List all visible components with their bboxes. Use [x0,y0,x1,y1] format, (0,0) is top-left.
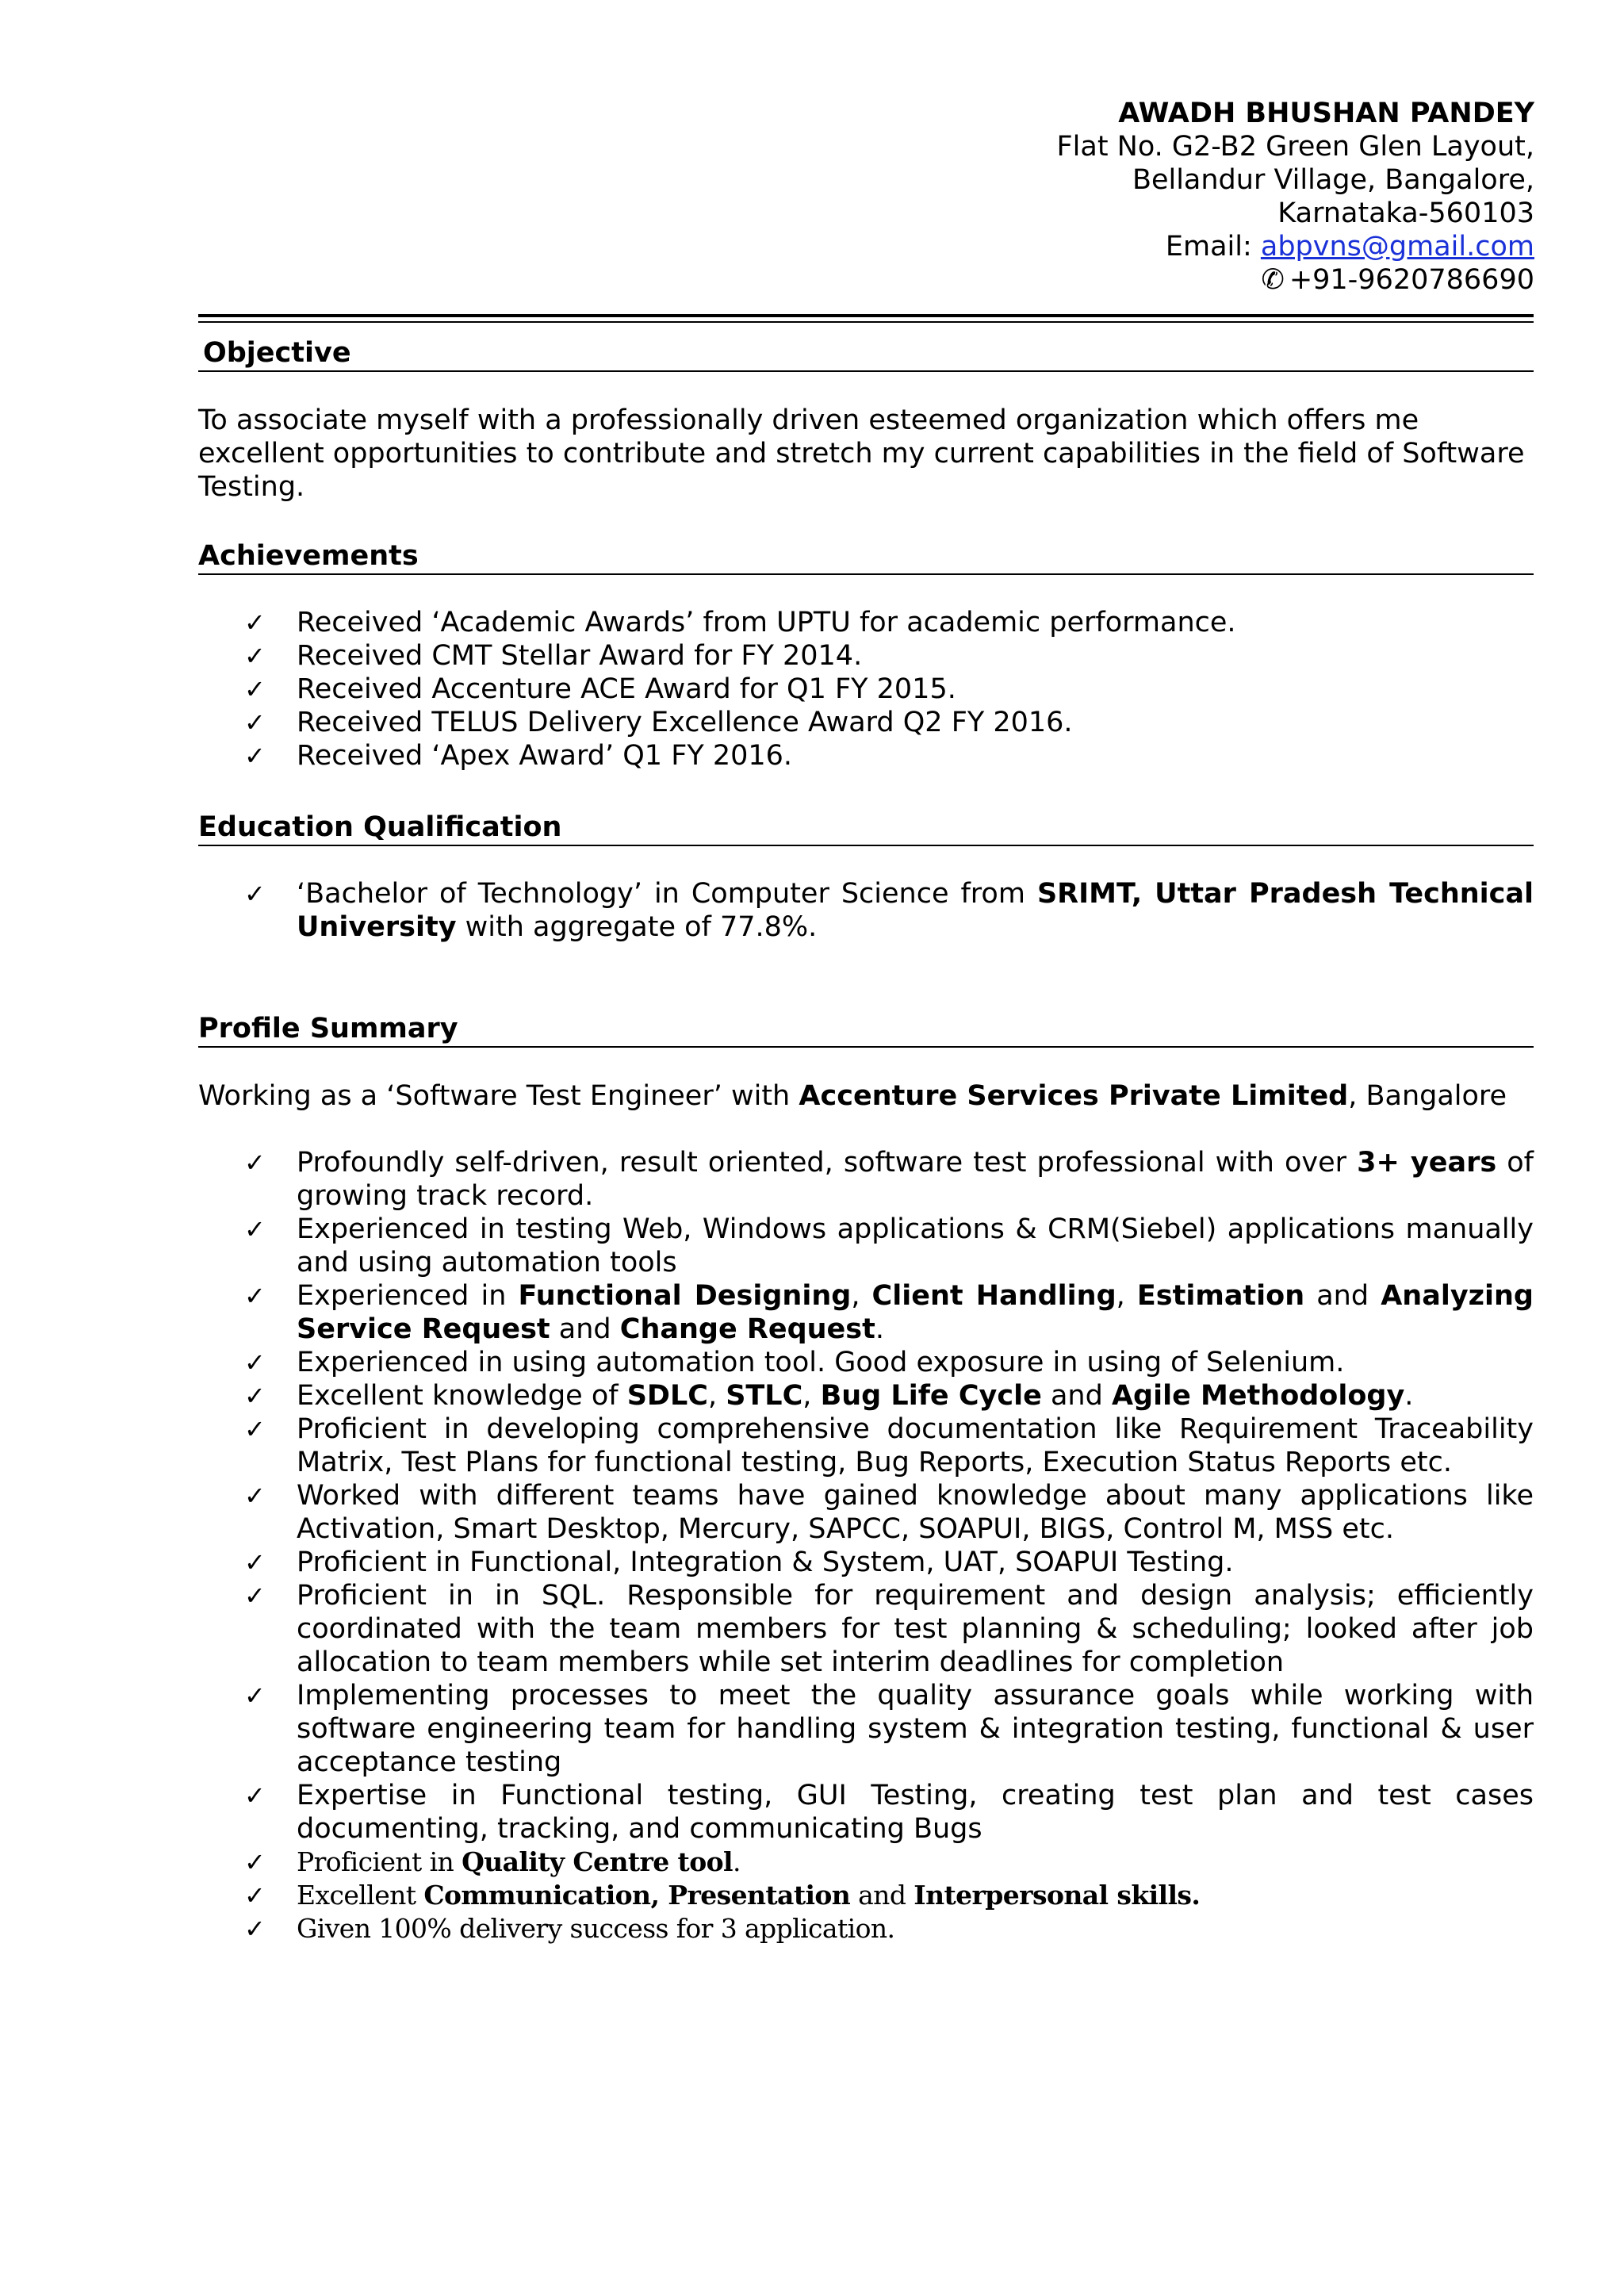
profile-heading: Profile Summary [198,1012,1534,1048]
list-item: ✓ Experienced in using automation tool. Good exposure in using of Selenium. [244,1347,1345,1378]
list-item: ✓ Experienced in testing Web, Windows applications & CRM(Siebel) applications manually and using automation tools [244,1213,1534,1278]
list-item: ✓ Given 100% delivery success for 3 application. [244,1913,895,1944]
checkmark-icon: ✓ [244,707,266,738]
checkmark-icon: ✓ [244,641,266,671]
list-item: ✓ Received TELUS Delivery Excellence Award Q2 FY 2016. [244,707,1073,738]
header-divider-thick [198,314,1534,317]
checkmark-icon: ✓ [244,1547,266,1577]
checkmark-icon: ✓ [244,1581,266,1611]
list-item: ✓ ‘Bachelor of Technology’ in Computer Science from SRIMT, Uttar Pradesh Technical University with aggregate of 77.8%. [244,878,1534,943]
header-divider-thin [198,321,1534,323]
achievements-section [198,539,1534,772]
profile-intro: Working as a ‘Software Test Engineer’ with Accenture Services Private Limited, Bangalore [198,1080,1507,1112]
email-label: Email: [1165,231,1261,263]
address-line-3: Karnataka-560103 [1277,197,1534,229]
list-item: ✓ Excellent knowledge of SDLC, STLC, Bug Life Cycle and Agile Methodology. [244,1380,1414,1412]
email-row [1057,230,1534,263]
checkmark-icon: ✓ [244,1347,266,1378]
list-item: ✓ Expertise in Functional testing, GUI Testing, creating test plan and test cases documenting, tracking, and communicating Bugs [244,1780,1534,1845]
checkmark-icon: ✓ [244,1381,266,1411]
objective-text: To associate myself with a professionally driven esteemed organization which offers me excellent opportunities to contribute and stretch my current capabilities in the field of Software Testing. [198,404,1525,503]
checkmark-icon: ✓ [244,879,266,909]
list-item: ✓ Proficient in Functional, Integration & System, UAT, SOAPUI Testing. [244,1547,1234,1578]
list-item: ✓ Worked with different teams have gained knowledge about many applications like Activation, Smart Desktop, Mercury, SAPCC, SOAPUI, BIGS, Control M, MSS etc. [244,1480,1534,1545]
list-item: ✓ Proficient in developing comprehensive documentation like Requirement Traceability Matrix, Test Plans for functional testing, Bug Reports, Execution Status Reports etc. [244,1413,1534,1478]
education-heading: Education Qualification [198,811,1534,846]
list-item: ✓ Implementing processes to meet the quality assurance goals while working with software engineering team for handling system & integration testing, functional & user acceptance testing [244,1680,1534,1778]
checkmark-icon: ✓ [244,608,266,638]
list-item: ✓ Received ‘Academic Awards’ from UPTU for academic performance. [244,607,1236,638]
candidate-name: AWADH BHUSHAN PANDEY [1118,98,1534,129]
checkmark-icon: ✓ [244,1214,266,1244]
list-item: ✓ Proficient in in SQL. Responsible for requirement and design analysis; efficiently coordinated with the team members for test planning & scheduling; looked after job allocation to team members while set interim deadlines for completion [244,1580,1534,1678]
education-list [198,877,1534,944]
list-item: ✓ Received Accenture ACE Award for Q1 FY 2015. [244,673,956,705]
phone-row [1057,263,1534,297]
objective-section [198,336,1534,504]
list-item: ✓ Received CMT Stellar Award for FY 2014. [244,640,863,672]
objective-heading: Objective [198,336,1534,372]
education-section [198,811,1534,944]
address-line-1: Flat No. G2-B2 Green Glen Layout, [1056,131,1534,163]
checkmark-icon: ✓ [244,1914,266,1944]
list-item: ✓ Experienced in Functional Designing, Client Handling, Estimation and Analyzing Service Request and Change Request. [244,1280,1534,1345]
phone-number: +91-9620786690 [1289,264,1534,296]
list-item: ✓ Profoundly self-driven, result oriented, software test professional with over 3+ years of growing track record. [244,1147,1534,1212]
checkmark-icon: ✓ [244,1880,266,1911]
checkmark-icon: ✓ [244,741,266,771]
profile-list [198,1146,1534,1945]
phone-icon: ✆ [1261,264,1285,296]
list-item: ✓ Received ‘Apex Award’ Q1 FY 2016. [244,740,793,772]
checkmark-icon: ✓ [244,1281,266,1311]
checkmark-icon: ✓ [244,1847,266,1877]
list-item: ✓ Proficient in Quality Centre tool. [244,1846,741,1877]
achievements-heading: Achievements [198,539,1534,575]
checkmark-icon: ✓ [244,1414,266,1444]
checkmark-icon: ✓ [244,1148,266,1178]
address-line-2: Bellandur Village, Bangalore, [1132,164,1534,196]
contact-header [1057,97,1534,297]
email-link[interactable]: abpvns@gmail.com [1260,231,1534,263]
checkmark-icon: ✓ [244,1681,266,1711]
achievements-list [198,606,1534,772]
profile-section [198,1012,1534,1945]
checkmark-icon: ✓ [244,1780,266,1811]
list-item: ✓ Excellent Communication, Presentation and Interpersonal skills. [244,1880,1201,1911]
checkmark-icon: ✓ [244,1481,266,1511]
checkmark-icon: ✓ [244,674,266,704]
